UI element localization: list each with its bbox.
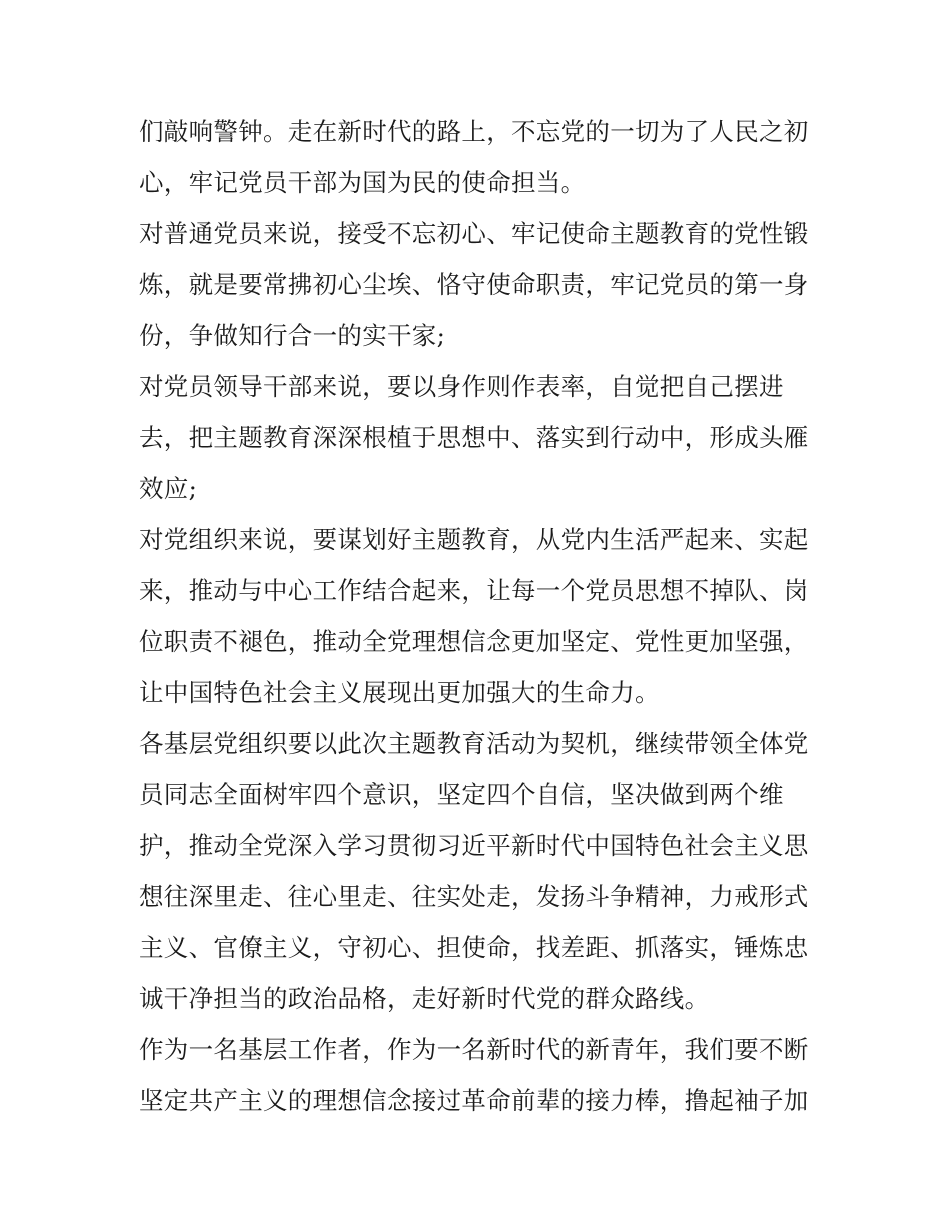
text-line: 份，争做知行合一的实干家; xyxy=(139,321,446,350)
text-line: 主义、官僚主义，守初心、担使命，找差距、抓落实，锤炼忠 xyxy=(139,933,809,962)
text-line: 让中国特色社会主义展现出更加强大的生命力。 xyxy=(139,678,660,707)
text-line: 员同志全面树牢四个意识，坚定四个自信，坚决做到两个维 xyxy=(139,780,784,809)
text-line: 对普通党员来说，接受不忘初心、牢记使命主题教育的党性锻 xyxy=(139,219,809,248)
text-line: 心，牢记党员干部为国为民的使命担当。 xyxy=(139,168,586,197)
text-line: 效应; xyxy=(139,474,198,503)
text-line: 对党员领导干部来说，要以身作则作表率，自觉把自己摆进 xyxy=(139,372,784,401)
text-line: 护，推动全党深入学习贯彻习近平新时代中国特色社会主义思 xyxy=(139,831,809,860)
text-line: 各基层党组织要以此次主题教育活动为契机，继续带领全体党 xyxy=(139,729,809,758)
text-line: 们敲响警钟。走在新时代的路上，不忘党的一切为了人民之初 xyxy=(139,117,809,146)
text-line: 来，推动与中心工作结合起来，让每一个党员思想不掉队、岗 xyxy=(139,576,809,605)
text-line: 去，把主题教育深深根植于思想中、落实到行动中，形成头雁 xyxy=(139,423,809,452)
text-line: 位职责不褪色，推动全党理想信念更加坚定、党性更加坚强， xyxy=(139,627,809,656)
text-line: 坚定共产主义的理想信念接过革命前辈的接力棒，撸起袖子加 xyxy=(139,1086,809,1115)
text-line: 炼，就是要常拂初心尘埃、恪守使命职责，牢记党员的第一身 xyxy=(139,270,809,299)
text-line: 对党组织来说，要谋划好主题教育，从党内生活严起来、实起 xyxy=(139,525,809,554)
text-line: 诚干净担当的政治品格，走好新时代党的群众路线。 xyxy=(139,984,710,1013)
text-line: 想往深里走、往心里走、往实处走，发扬斗争精神，力戒形式 xyxy=(139,882,809,911)
document-body xyxy=(139,106,819,1126)
text-line: 作为一名基层工作者，作为一名新时代的新青年，我们要不断 xyxy=(139,1035,809,1064)
